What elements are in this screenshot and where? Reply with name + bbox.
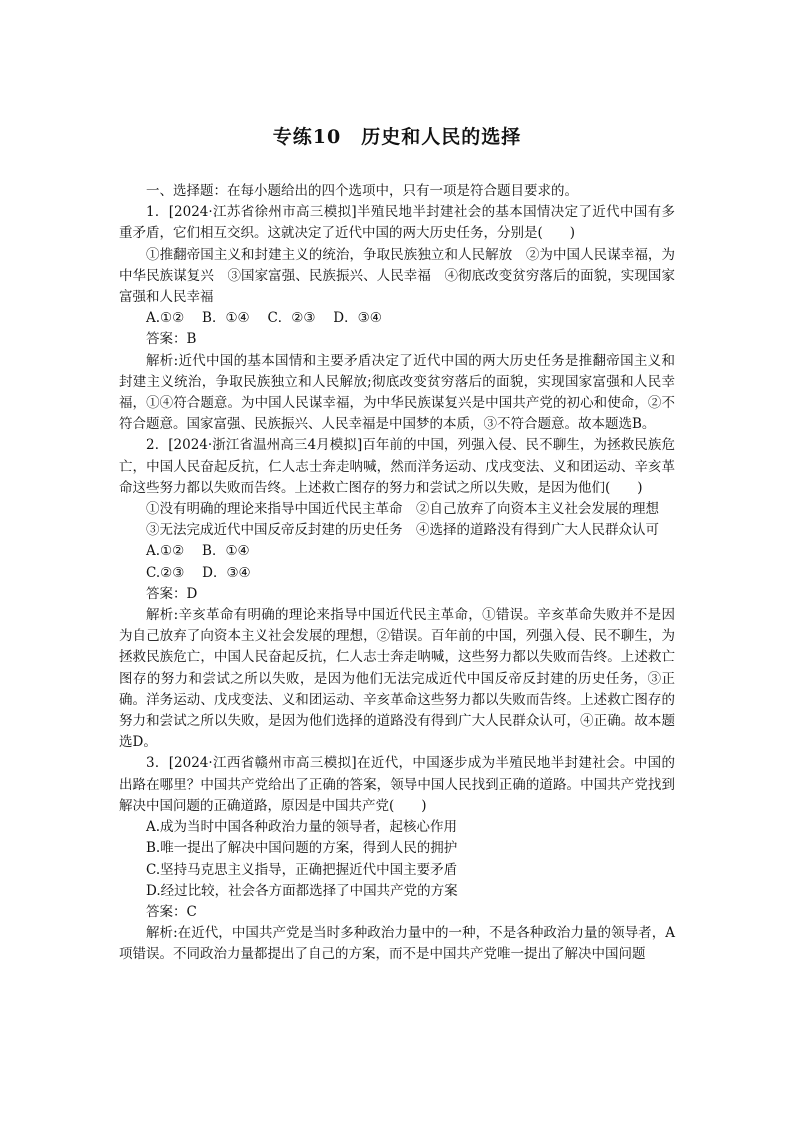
question-1-analysis: 解析:近代中国的基本国情和主要矛盾决定了近代中国的两大历史任务是推翻帝国主义和封建主义统治，争取民族独立和人民解放;彻底改变贫穷落后的面貌，实现国家富强和人民幸福，①④符合题意。为中国人民谋幸福，为中华民族谋复兴是中国共产党的初心和使命，②不符合题意。国家富强、民族振兴、人民幸福是中国梦的本质，③不符合题意。故本题选B。 [119,352,675,433]
question-3-option-a: A.成为当时中国各种政治力量的领导者，起核心作用 [146,819,458,836]
question-3-analysis: 解析:在近代，中国共产党是当时多种政治力量中的一种，不是各种政治力量的领导者，A项错误。不同政治力量都提出了自己的方案，而不是中国共产党唯一提出了解决中国问题 [119,925,675,963]
document-body [119,122,675,966]
question-2-options-2: C.②③ D．③④ [146,564,251,581]
question-1-answer: 答案：B [146,331,197,348]
question-2-statement-2: ③无法完成近代中国反帝反封建的历史任务 ④选择的道路没有得到广大人民群众认可 [146,522,659,539]
question-3-answer: 答案：C [146,903,197,920]
question-2-stem: 2．[2024·浙江省温州高三4月模拟]百年前的中国，列强入侵、民不聊生，为拯救民族危亡，中国人民奋起反抗，仁人志士奔走呐喊，然而洋务运动、戊戌变法、义和团运动、辛亥革命这些努力都以失败而告终。上述救亡图存的努力和尝试之所以失败，是因为他们( ) [119,437,675,496]
question-1-stem: 1．[2024·江苏省徐州市高三模拟]半殖民地半封建社会的基本国情决定了近代中国有多重矛盾，它们相互交织。这就决定了近代中国的两大历史任务，分别是( ) [119,204,675,242]
page-title: 专练10 历史和人民的选择 [272,126,522,148]
question-2-options-1: A.①② B．①④ [146,543,250,560]
question-3-option-d: D.经过比较，社会各方面都选择了中国共产党的方案 [146,882,458,899]
section-heading: 一、选择题：在每小题给出的四个选项中，只有一项是符合题目要求的。 [146,183,578,199]
question-2-statement-1: ①没有明确的理论来指导中国近代民主革命 ②自己放弃了向资本主义社会发展的理想 [146,501,659,518]
question-2-analysis: 解析:辛亥革命有明确的理论来指导中国近代民主革命，①错误。辛亥革命失败并不是因为自己放弃了向资本主义社会发展的理想，②错误。百年前的中国，列强入侵、民不聊生，为拯救民族危亡，中国人民奋起反抗，仁人志士奔走呐喊，这些努力都以失败而告终。上述救亡图存的努力和尝试之所以失败，是因为他们无法完成近代中国反帝反封建的历史任务，③正确。洋务运动、戊戌变法、义和团运动、辛亥革命这些努力都以失败而告终。上述救亡图存的努力和尝试之所以失败，是因为他们选择的道路没有得到广大人民群众认可，④正确。故本题选D。 [119,607,675,751]
question-3-option-b: B.唯一提出了解决中国问题的方案，得到人民的拥护 [146,840,458,857]
question-1-options: A.①② B．①④ C．②③ D．③④ [146,310,382,327]
question-3-option-c: C.坚持马克思主义指导，正确把握近代中国主要矛盾 [146,861,458,878]
question-3-stem: 3．[2024·江西省赣州市高三模拟]在近代，中国逐步成为半殖民地半封建社会。中国的出路在哪里？中国共产党给出了正确的答案，领导中国人民找到正确的道路。中国共产党找到解决中国问题的正确道路，原因是中国共产党( ) [119,755,675,814]
question-1-statements: ①推翻帝国主义和封建主义的统治，争取民族独立和人民解放 ②为中国人民谋幸福，为中华民族谋复兴 ③国家富强、民族振兴、人民幸福 ④彻底改变贫穷落后的面貌，实现国家富强和人民幸福 [119,246,675,306]
question-2-answer: 答案：D [146,585,198,602]
